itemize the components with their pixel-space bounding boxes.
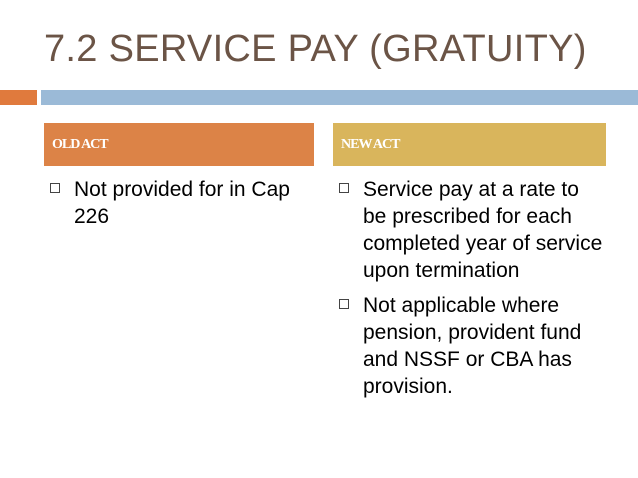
new-act-list: [337, 176, 605, 408]
list-item: [337, 292, 605, 400]
bullet-text: Service pay at a rate to be prescribed for each completed year of service upon termination: [363, 178, 603, 282]
slide-title: 7.2 SERVICE PAY (GRATUITY): [44, 28, 587, 70]
square-bullet-icon: [50, 183, 60, 193]
list-item: [48, 176, 310, 230]
old-act-header: OLD ACT: [44, 123, 314, 166]
bullet-text: Not applicable where pension, provident fund and NSSF or CBA has provision.: [363, 294, 582, 398]
bullet-text: Not provided for in Cap 226: [74, 178, 290, 228]
new-act-header: NEW ACT: [333, 123, 606, 166]
list-item: [337, 176, 605, 284]
accent-bar-orange: [0, 90, 37, 105]
accent-bar-blue: [41, 90, 638, 105]
square-bullet-icon: [339, 183, 349, 193]
old-act-list: [48, 176, 310, 238]
square-bullet-icon: [339, 299, 349, 309]
